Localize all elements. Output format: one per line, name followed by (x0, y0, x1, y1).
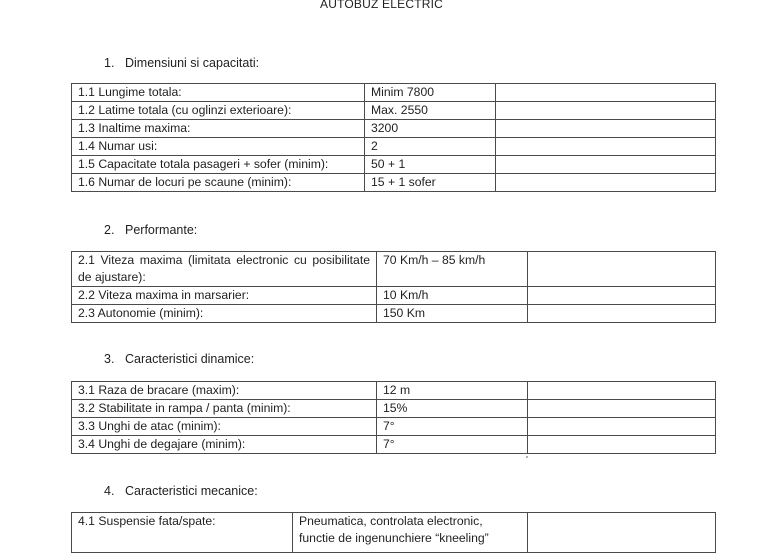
table-row (72, 102, 716, 120)
row-label: 3.3 Unghi de atac (minim): (72, 418, 377, 436)
row-value: 50 + 1 (365, 156, 496, 174)
row-value: 15 + 1 sofer (365, 174, 496, 192)
table-row (72, 305, 716, 323)
section-title: Dimensiuni si capacitati: (125, 56, 260, 70)
section-heading-2 (104, 223, 197, 237)
row-extra (496, 120, 716, 138)
section-number: 2. (104, 223, 115, 237)
row-value: 3200 (365, 120, 496, 138)
section-heading-3 (104, 352, 254, 366)
row-label: 1.3 Inaltime maxima: (72, 120, 365, 138)
table-performance (71, 251, 716, 323)
row-label: 3.4 Unghi de degajare (minim): (72, 436, 377, 454)
row-label: 2.2 Viteza maxima in marsarier: (72, 287, 377, 305)
document-title: AUTOBUZ ELECTRIC (320, 0, 443, 11)
row-value: 10 Km/h (377, 287, 528, 305)
section-heading-4 (104, 484, 258, 498)
section-title: Performante: (125, 223, 198, 237)
row-extra (528, 287, 716, 305)
table-row (72, 252, 716, 287)
row-label: 1.4 Numar usi: (72, 138, 365, 156)
row-label: 1.5 Capacitate totala pasageri + sofer (minim): (72, 156, 365, 174)
row-extra (528, 305, 716, 323)
row-extra (528, 418, 716, 436)
row-value: 12 m (377, 382, 528, 400)
row-value: 2 (365, 138, 496, 156)
section-title: Caracteristici dinamice: (125, 352, 255, 366)
row-label: 4.1 Suspensie fata/spate: (72, 513, 293, 553)
row-value: 7° (377, 436, 528, 454)
row-label: 2.1 Viteza maxima (limitata electronic cu posibilitate de ajustare): (72, 252, 377, 287)
row-value: Max. 2550 (365, 102, 496, 120)
row-extra (528, 400, 716, 418)
row-value: 70 Km/h – 85 km/h (377, 252, 528, 287)
section-title: Caracteristici mecanice: (125, 484, 258, 498)
section-heading-1 (104, 56, 259, 70)
table-dynamics (71, 381, 716, 454)
row-extra (528, 252, 716, 287)
row-extra (496, 156, 716, 174)
row-label: 1.1 Lungime totala: (72, 84, 365, 102)
section-number: 3. (104, 352, 115, 366)
table-row (72, 400, 716, 418)
scan-speck (526, 456, 528, 458)
table-row (72, 174, 716, 192)
table-dimensions (71, 83, 716, 192)
section-number: 1. (104, 56, 115, 70)
row-extra (496, 174, 716, 192)
table-row (72, 418, 716, 436)
table-row (72, 287, 716, 305)
row-value: 15% (377, 400, 528, 418)
row-label: 1.6 Numar de locuri pe scaune (minim): (72, 174, 365, 192)
table-row (72, 436, 716, 454)
row-label: 1.2 Latime totala (cu oglinzi exterioare): (72, 102, 365, 120)
row-extra (496, 138, 716, 156)
row-extra (496, 102, 716, 120)
table-row (72, 382, 716, 400)
row-value: Pneumatica, controlata electronic, functie de ingenunchiere “kneeling” (293, 513, 528, 553)
row-value: 7° (377, 418, 528, 436)
table-row (72, 84, 716, 102)
row-extra (496, 84, 716, 102)
row-extra (528, 382, 716, 400)
table-row (72, 138, 716, 156)
table-row (72, 120, 716, 138)
table-row (72, 156, 716, 174)
row-value: Minim 7800 (365, 84, 496, 102)
row-label: 3.1 Raza de bracare (maxim): (72, 382, 377, 400)
row-value: 150 Km (377, 305, 528, 323)
row-label: 2.3 Autonomie (minim): (72, 305, 377, 323)
row-extra (528, 436, 716, 454)
section-number: 4. (104, 484, 115, 498)
row-label: 3.2 Stabilitate in rampa / panta (minim): (72, 400, 377, 418)
